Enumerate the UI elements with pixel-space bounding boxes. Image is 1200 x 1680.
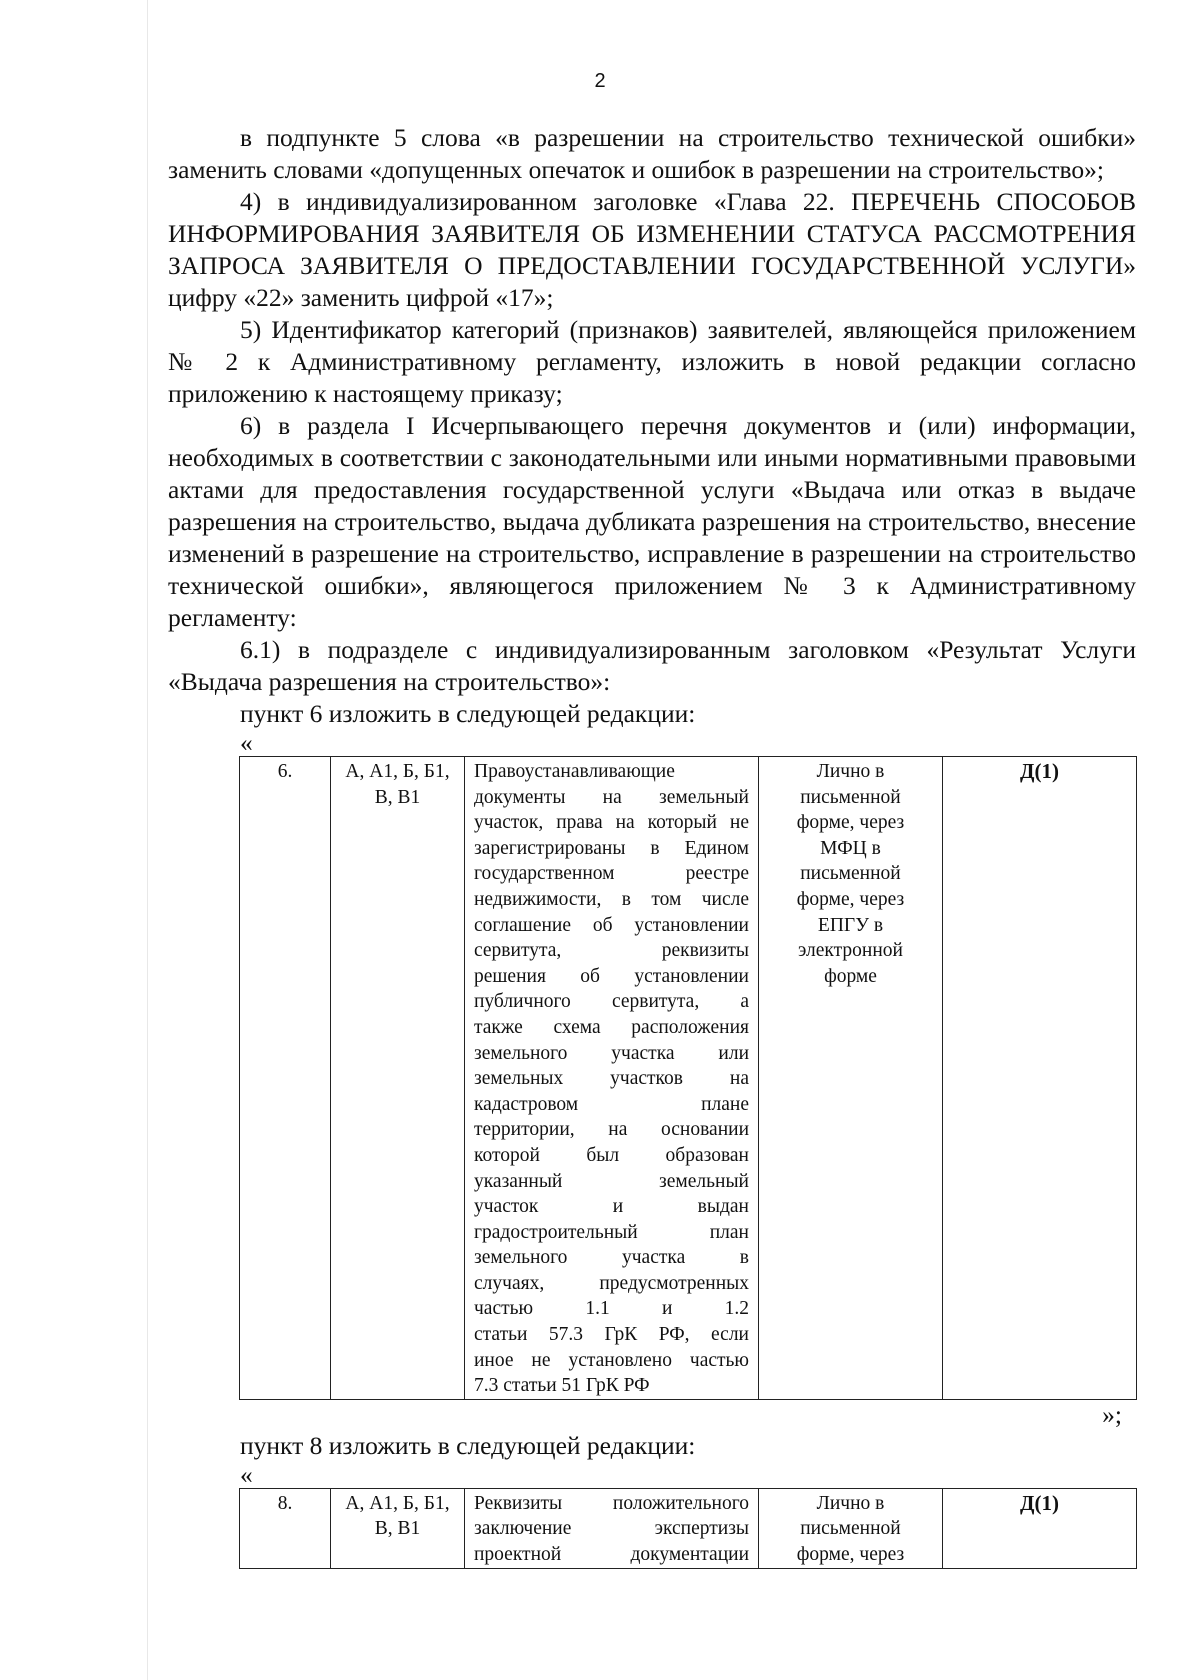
table-row xyxy=(240,757,1137,1400)
table-row xyxy=(240,1488,1137,1568)
text-line: правовыми актами для предоставления государственной услуги «Выдача или xyxy=(168,443,1136,504)
table-point-8 xyxy=(239,1488,1137,1569)
text-line: отказ в выдаче разрешения на строительство, выдача дубликата разрешения на xyxy=(168,475,1136,536)
cell-line: случаях, предусмотренных xyxy=(474,1272,749,1294)
cell-line: В, В1 xyxy=(374,1518,421,1540)
cell-line: земельных участков на xyxy=(474,1068,749,1090)
cell-line: заключение экспертизы xyxy=(474,1518,749,1540)
cell-line: соглашение об установлении xyxy=(474,914,749,936)
cell-line: решения об установлении xyxy=(474,965,749,987)
cell-line: Реквизиты положительного xyxy=(474,1492,749,1514)
text-line: приложением № 3 к Административному регламенту: xyxy=(168,571,1136,632)
paragraph-point-8-intro: пункт 8 изложить в следующей редакции: xyxy=(240,1430,696,1460)
text-line: СПОСОБОВ ИНФОРМИРОВАНИЯ ЗАЯВИТЕЛЯ ОБ ИЗМЕНЕНИИ СТАТУСА xyxy=(168,187,1136,248)
text-line: ГОСУДАРСТВЕННОЙ УСЛУГИ» цифру «22» заменить цифрой «17»; xyxy=(168,251,1136,312)
cell-line: письменной xyxy=(800,863,901,885)
cell-line: форме, через xyxy=(796,1544,905,1566)
page-number: 2 xyxy=(594,70,606,92)
cell-line: которой был образован xyxy=(474,1144,749,1166)
cell-line: публичного сервитута, а xyxy=(474,991,749,1013)
document-code-cell: Д(1) xyxy=(943,1488,1137,1568)
cell-line: Лично в xyxy=(816,761,885,782)
cell-line: сервитута, реквизиты xyxy=(474,940,749,962)
document-code-cell: Д(1) xyxy=(943,757,1137,1400)
cell-line: документы на земельный xyxy=(474,786,749,808)
text-line: необходимых в соответствии с законодательными или иными нормативными xyxy=(168,443,1008,472)
cell-line: Правоустанавливающие xyxy=(474,761,675,782)
text-line: в подпункте 5 слова «в разрешении на строительство технической ошибки» xyxy=(240,123,1136,152)
cell-line: частью 1.1 и 1.2 xyxy=(474,1298,749,1320)
cell-line: территории, на основании xyxy=(474,1119,749,1141)
cell-line: В, В1 xyxy=(374,786,421,808)
paragraph-item-4 xyxy=(168,186,1136,314)
cell-line: форме, через xyxy=(796,888,905,910)
paragraph-item-6 xyxy=(168,410,1136,634)
text-line: редакции согласно приложению к настоящему приказу; xyxy=(168,347,1137,408)
cell-line: 7.3 статьи 51 ГрК РФ xyxy=(474,1375,650,1397)
cell-line: письменной xyxy=(800,786,901,808)
text-line: приложением № 2 к Административному регламенту, изложить в новой xyxy=(168,315,1136,376)
paragraph-item-5 xyxy=(168,314,1136,410)
opening-quote: « xyxy=(240,728,253,757)
document-body xyxy=(168,122,1136,1569)
cell-line: зарегистрированы в Едином xyxy=(474,837,749,859)
text-line: Услуги «Выдача разрешения на строительство»: xyxy=(168,635,1136,696)
cell-line: государственном реестре xyxy=(474,863,749,885)
cell-line: иное не установлено частью xyxy=(474,1349,749,1371)
text-line: 6.1) в подразделе с индивидуализированным заголовком «Результат xyxy=(240,635,1043,664)
paragraph-point-6-intro: пункт 6 изложить в следующей редакции: xyxy=(240,699,696,728)
closing-quote: »; xyxy=(1102,1399,1122,1429)
text-line: строительство, внесение изменений в разрешение на строительство, исправление xyxy=(168,507,1136,568)
submission-method-cell xyxy=(759,757,943,1400)
submission-method-cell xyxy=(759,1488,943,1568)
cell-line: недвижимости, в том числе xyxy=(474,888,749,910)
cell-line: МФЦ в xyxy=(820,837,881,859)
opening-quote: « xyxy=(240,1459,253,1489)
cell-line: градостроительный план xyxy=(474,1221,749,1243)
cell-line: участок, права на который не xyxy=(474,812,749,834)
cell-line: земельного участка или xyxy=(474,1042,749,1064)
text-line: 6) в раздела I Исчерпывающего перечня документов и (или) информации, xyxy=(240,411,1136,440)
cell-line: форме xyxy=(824,965,877,987)
text-line: РАССМОТРЕНИЯ ЗАПРОСА ЗАЯВИТЕЛЯ О ПРЕДОСТАВЛЕНИИ xyxy=(168,219,1136,280)
cell-line: ЕПГУ в xyxy=(817,914,884,936)
cell-line: кадастровом плане xyxy=(474,1093,749,1115)
cell-line: проектной документации xyxy=(474,1544,749,1566)
document-cell xyxy=(465,757,759,1400)
text-line: в разрешении на строительство технической ошибки», являющегося xyxy=(168,539,1137,600)
paragraph-item-6-1 xyxy=(168,634,1136,698)
cell-line: статьи 57.3 ГрК РФ, если xyxy=(474,1324,749,1346)
table-point-6 xyxy=(239,756,1137,1400)
cell-line: А, А1, Б, Б1, xyxy=(345,1492,450,1514)
cell-line: А, А1, Б, Б1, xyxy=(345,761,450,782)
cell-line: земельного участка в xyxy=(474,1247,749,1269)
text-line: заменить словами «допущенных опечаток и ошибок в разрешении на xyxy=(168,155,922,184)
text-line: 5) Идентификатор категорий (признаков) заявителей, являющейся xyxy=(240,315,978,344)
cell-line: письменной xyxy=(800,1518,901,1540)
text-line: строительство»; xyxy=(928,155,1104,184)
cell-line: Лично в xyxy=(816,1492,885,1514)
row-number-cell: 8. xyxy=(240,1488,331,1568)
text-line: 4) в индивидуализированном заголовке «Глава 22. ПЕРЕЧЕНЬ xyxy=(240,187,981,216)
cell-line: электронной xyxy=(798,940,903,962)
scan-margin-line xyxy=(147,0,148,1680)
categories-cell xyxy=(331,757,465,1400)
paragraph-subpoint-5 xyxy=(168,122,1136,186)
document-cell xyxy=(465,1488,759,1568)
cell-line: также схема расположения xyxy=(474,1016,749,1038)
cell-line: участок и выдан xyxy=(474,1196,749,1218)
row-number-cell: 6. xyxy=(240,757,331,1400)
categories-cell xyxy=(331,1488,465,1568)
cell-line: указанный земельный xyxy=(474,1170,749,1192)
cell-line: форме, через xyxy=(796,812,905,834)
